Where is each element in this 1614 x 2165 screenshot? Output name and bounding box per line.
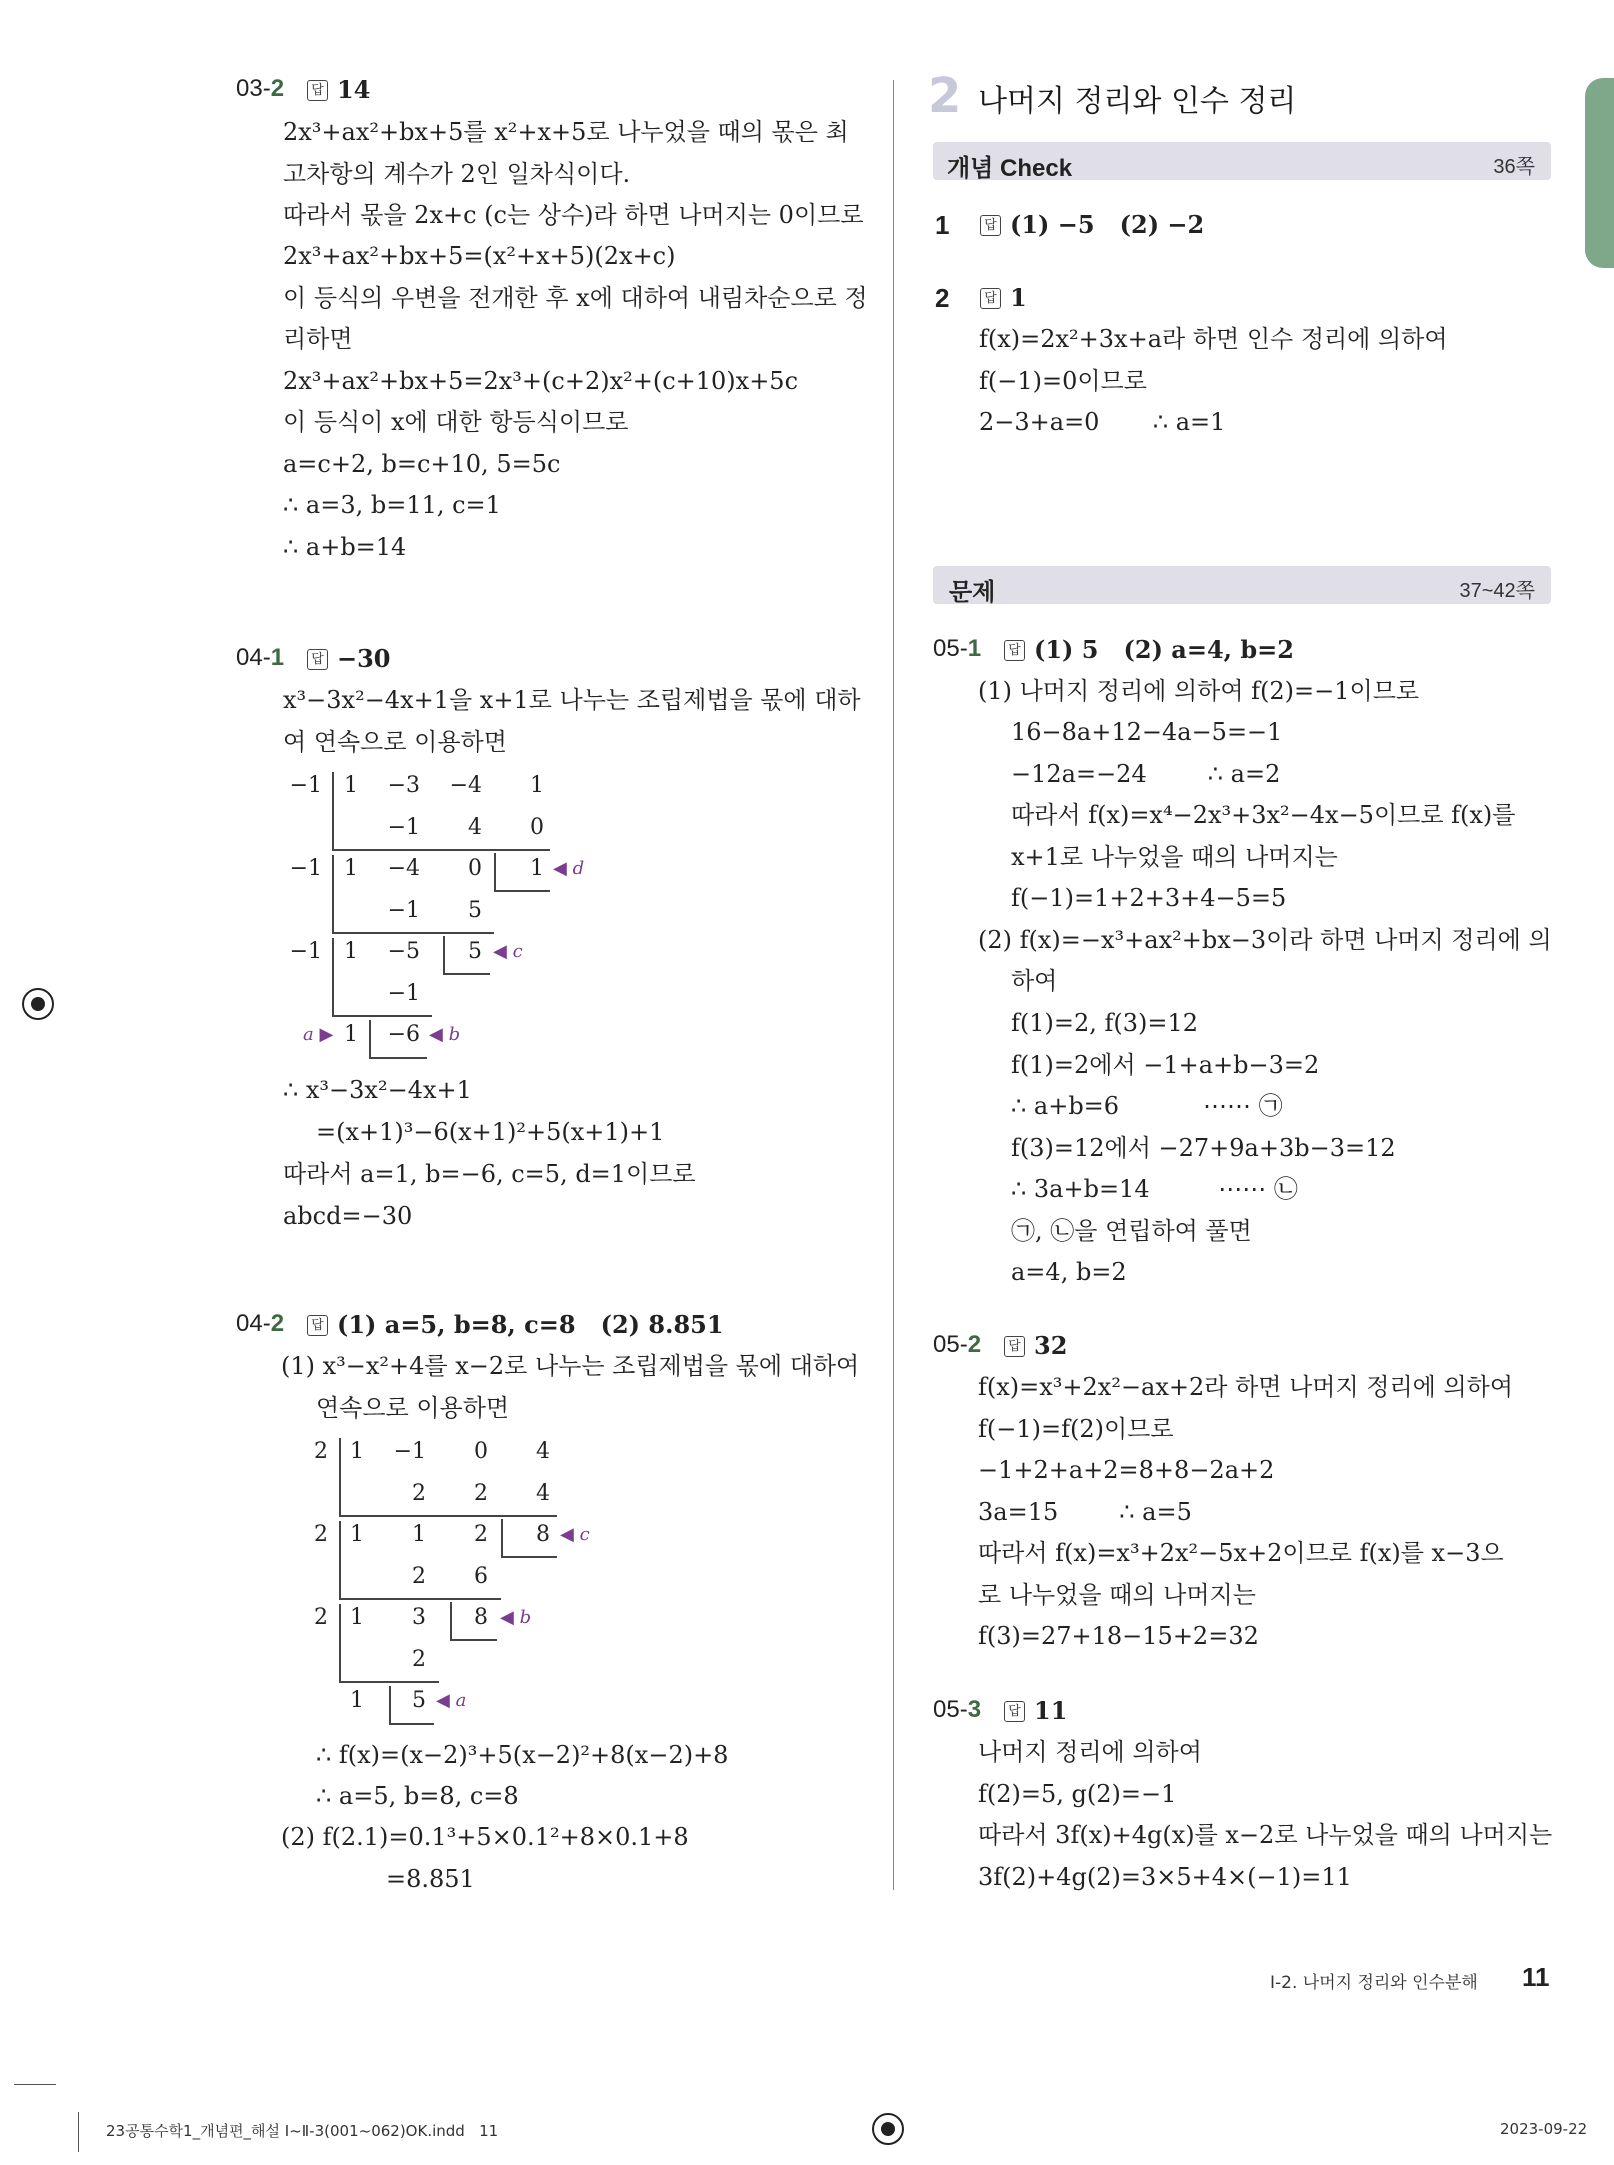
solution-line: f(1)=2에서 −1+a+b−3=2: [1011, 1051, 1320, 1079]
answer-value: −30: [337, 644, 391, 673]
coef: 1: [350, 1605, 364, 1630]
answer-value: 14: [337, 75, 371, 104]
solution-line: 3a=15 ∴ a=5: [978, 1498, 1192, 1526]
solution-line: ∴ f(x)=(x−2)³+5(x−2)²+8(x−2)+8: [316, 1741, 729, 1769]
solution-line: (1) 나머지 정리에 의하여 f(2)=−1이므로: [978, 677, 1420, 705]
solution-line: 나머지 정리에 의하여: [978, 1738, 1202, 1766]
coef: 1: [344, 856, 358, 881]
problem-bar: [933, 566, 1551, 604]
solution-line: 2x³+ax²+bx+5=2x³+(c+2)x²+(c+10)x+5c: [283, 367, 799, 395]
solution-line: abcd=−30: [283, 1202, 413, 1230]
coef: 0: [474, 1439, 488, 1464]
solution-line: ∴ a=3, b=11, c=1: [283, 491, 501, 519]
answer-mark-icon: 답: [980, 288, 1001, 309]
coef: 4: [468, 815, 482, 840]
check-2-number: 2: [935, 283, 950, 313]
solution-line: =(x+1)³−6(x+1)²+5(x+1)+1: [316, 1118, 665, 1146]
coef: 6: [474, 1564, 488, 1589]
divisor: 2: [314, 1522, 328, 1547]
coef: 1: [344, 939, 358, 964]
solution-line: ∴ a=5, b=8, c=8: [316, 1782, 519, 1810]
answer-value: 11: [1034, 1696, 1068, 1725]
coef: −3: [387, 773, 420, 798]
answer-value: 32: [1034, 1331, 1068, 1360]
pointer-a: a ▶: [303, 1024, 334, 1045]
solution-line: −1+2+a+2=8+8−2a+2: [978, 1456, 1275, 1484]
solution-line: f(1)=2, f(3)=12: [1011, 1009, 1199, 1037]
divisor: −1: [289, 773, 322, 798]
coef: 1: [344, 773, 358, 798]
coef: −1: [393, 1439, 426, 1464]
solution-line: ∴ a+b=14: [283, 533, 407, 561]
answer-value: (1) a=5, b=8, c=8 (2) 8.851: [337, 1310, 724, 1339]
solution-line: 따라서 3f(x)+4g(x)를 x−2로 나누었을 때의 나머지는: [978, 1821, 1553, 1849]
coef: 0: [530, 815, 544, 840]
coef: −5: [387, 939, 420, 964]
solution-line: 이 등식의 우변을 전개한 후 x에 대하여 내림차순으로 정: [283, 284, 868, 312]
solution-line: a=4, b=2: [1011, 1258, 1127, 1286]
side-tab: [1585, 78, 1614, 268]
solution-line: −12a=−24 ∴ a=2: [1011, 760, 1281, 788]
concept-check-bar: [933, 142, 1551, 180]
solution-line: 따라서 a=1, b=−6, c=5, d=1이므로: [283, 1160, 696, 1188]
solution-line: f(3)=12에서 −27+9a+3b−3=12: [1011, 1134, 1396, 1162]
problem-05-1-number: 05-1: [933, 635, 982, 662]
coef: 8: [474, 1605, 488, 1630]
solution-line: ∴ x³−3x²−4x+1: [283, 1076, 472, 1104]
solution-line: 2−3+a=0 ∴ a=1: [979, 408, 1226, 436]
registration-mark-icon: [872, 2113, 904, 2145]
answer-mark-icon: 답: [307, 80, 328, 101]
problem-04-2-number: 04-2: [236, 1310, 285, 1337]
pointer-a: ◀ a: [436, 1690, 467, 1711]
solution-line: 16−8a+12−4a−5=−1: [1011, 718, 1283, 746]
solution-line: f(x)=2x²+3x+a라 하면 인수 정리에 의하여: [979, 325, 1448, 353]
problem-05-2-number: 05-2: [933, 1331, 982, 1358]
divisor: −1: [289, 939, 322, 964]
solution-line: ∴ 3a+b=14 ⋯⋯ ㉡: [1011, 1175, 1298, 1203]
coef: 1: [350, 1688, 364, 1713]
coef: −4: [449, 773, 482, 798]
solution-line: 따라서 몫을 2x+c (c는 상수)라 하면 나머지는 0이므로: [283, 201, 864, 229]
print-date: 2023-09-22: [1500, 2120, 1588, 2138]
coef: 1: [350, 1439, 364, 1464]
answer-mark-icon: 답: [307, 1315, 328, 1336]
solution-line: f(3)=27+18−15+2=32: [978, 1622, 1259, 1650]
coef: 8: [536, 1522, 550, 1547]
coef: 0: [468, 856, 482, 881]
coef: 5: [412, 1688, 426, 1713]
solution-line: (1) x³−x²+4를 x−2로 나누는 조립제법을 몫에 대하여: [281, 1352, 860, 1380]
answer-value: (1) 5 (2) a=4, b=2: [1034, 635, 1294, 664]
answer-mark-icon: 답: [1004, 1701, 1025, 1722]
solution-line: 2x³+ax²+bx+5를 x²+x+5로 나누었을 때의 몫은 최: [283, 118, 849, 146]
solution-line: f(−1)=1+2+3+4−5=5: [1011, 884, 1287, 912]
check-1-number: 1: [935, 210, 950, 240]
solution-line: (2) f(2.1)=0.1³+5×0.1²+8×0.1+8: [281, 1823, 689, 1851]
coef: 2: [412, 1564, 426, 1589]
coef: 2: [412, 1647, 426, 1672]
solution-line: 따라서 f(x)=x³+2x²−5x+2이므로 f(x)를 x−3으: [978, 1539, 1504, 1567]
print-rule: [14, 2084, 56, 2085]
solution-line: 연속으로 이용하면: [316, 1394, 510, 1422]
answer-mark-icon: 답: [1004, 640, 1025, 661]
coef: 1: [530, 773, 544, 798]
divisor: 2: [314, 1439, 328, 1464]
solution-line: 고차항의 계수가 2인 일차식이다.: [283, 160, 631, 188]
answer-mark-icon: 답: [307, 649, 328, 670]
registration-mark-icon: [22, 988, 54, 1020]
pointer-c: ◀ c: [560, 1524, 590, 1545]
solution-line: 하여: [1011, 967, 1058, 995]
problem-bar-page: 37~42쪽: [1459, 580, 1535, 602]
solution-line: 따라서 f(x)=x⁴−2x³+3x²−4x−5이므로 f(x)를: [1011, 801, 1516, 829]
coef: −1: [387, 981, 420, 1006]
page-number: 11: [1522, 1962, 1550, 1992]
answer-value: (1) −5 (2) −2: [1010, 210, 1205, 239]
coef: 2: [412, 1481, 426, 1506]
solution-line: f(−1)=0이므로: [979, 367, 1147, 395]
concept-check-page: 36쪽: [1493, 156, 1535, 178]
solution-line: f(x)=x³+2x²−ax+2라 하면 나머지 정리에 의하여: [978, 1373, 1514, 1401]
solution-line: a=c+2, b=c+10, 5=5c: [283, 450, 561, 478]
coef: 5: [468, 898, 482, 923]
print-rule: [78, 2112, 79, 2152]
coef: −1: [387, 815, 420, 840]
solution-line: x³−3x²−4x+1을 x+1로 나누는 조립제법을 몫에 대하: [283, 686, 861, 714]
pointer-d: ◀ d: [553, 858, 585, 879]
coef: 1: [344, 1022, 358, 1047]
coef: 1: [412, 1522, 426, 1547]
solution-line: 이 등식이 x에 대한 항등식이므로: [283, 408, 629, 436]
section-title: 나머지 정리와 인수 정리: [978, 84, 1297, 119]
concept-check-label: 개념 Check: [947, 155, 1073, 182]
coef: −6: [387, 1022, 420, 1047]
divisor: 2: [314, 1605, 328, 1630]
solution-line: ㉠, ㉡을 연립하여 풀면: [1011, 1217, 1252, 1245]
answer-mark-icon: 답: [980, 215, 1001, 236]
solution-line: 리하면: [283, 325, 353, 353]
problem-bar-label: 문제: [949, 579, 996, 606]
solution-line: 로 나누었을 때의 나머지는: [978, 1581, 1256, 1609]
coef: 4: [536, 1439, 550, 1464]
chapter-label: Ⅰ-2. 나머지 정리와 인수분해: [1270, 1973, 1478, 1993]
problem-04-1-number: 04-1: [236, 644, 285, 671]
solution-line: 3f(2)+4g(2)=3×5+4×(−1)=11: [978, 1863, 1352, 1891]
coef: 4: [536, 1481, 550, 1506]
coef: −4: [387, 856, 420, 881]
coef: 2: [474, 1481, 488, 1506]
coef: 3: [412, 1605, 426, 1630]
column-divider: [893, 80, 894, 1890]
solution-line: (2) f(x)=−x³+ax²+bx−3이라 하면 나머지 정리에 의: [978, 926, 1552, 954]
coef: 5: [468, 939, 482, 964]
answer-mark-icon: 답: [1004, 1336, 1025, 1357]
solution-line: f(2)=5, g(2)=−1: [978, 1780, 1177, 1808]
solution-line: x+1로 나누었을 때의 나머지는: [1011, 843, 1338, 871]
solution-line: 2x³+ax²+bx+5=(x²+x+5)(2x+c): [283, 242, 676, 270]
coef: 1: [530, 856, 544, 881]
pointer-b: ◀ b: [429, 1024, 461, 1045]
divisor: −1: [289, 856, 322, 881]
solution-line: ∴ a+b=6 ⋯⋯ ㉠: [1011, 1092, 1283, 1120]
solution-line: =8.851: [386, 1865, 475, 1893]
solution-line: 여 연속으로 이용하면: [283, 728, 507, 756]
coef: 2: [474, 1522, 488, 1547]
coef: −1: [387, 898, 420, 923]
solution-line: f(−1)=f(2)이므로: [978, 1415, 1174, 1443]
coef: 1: [350, 1522, 364, 1547]
answer-value: 1: [1010, 283, 1027, 312]
section-number: 2: [928, 68, 962, 124]
side-tab-label: [1585, 78, 1586, 79]
problem-05-3-number: 05-3: [933, 1696, 982, 1723]
print-file-name: 23공통수학1_개념편_해설 Ⅰ~Ⅱ-3(001~062)OK.indd 11: [106, 2122, 499, 2140]
pointer-b: ◀ b: [500, 1607, 532, 1628]
problem-03-2-number: 03-2: [236, 75, 285, 102]
pointer-c: ◀ c: [493, 941, 523, 962]
